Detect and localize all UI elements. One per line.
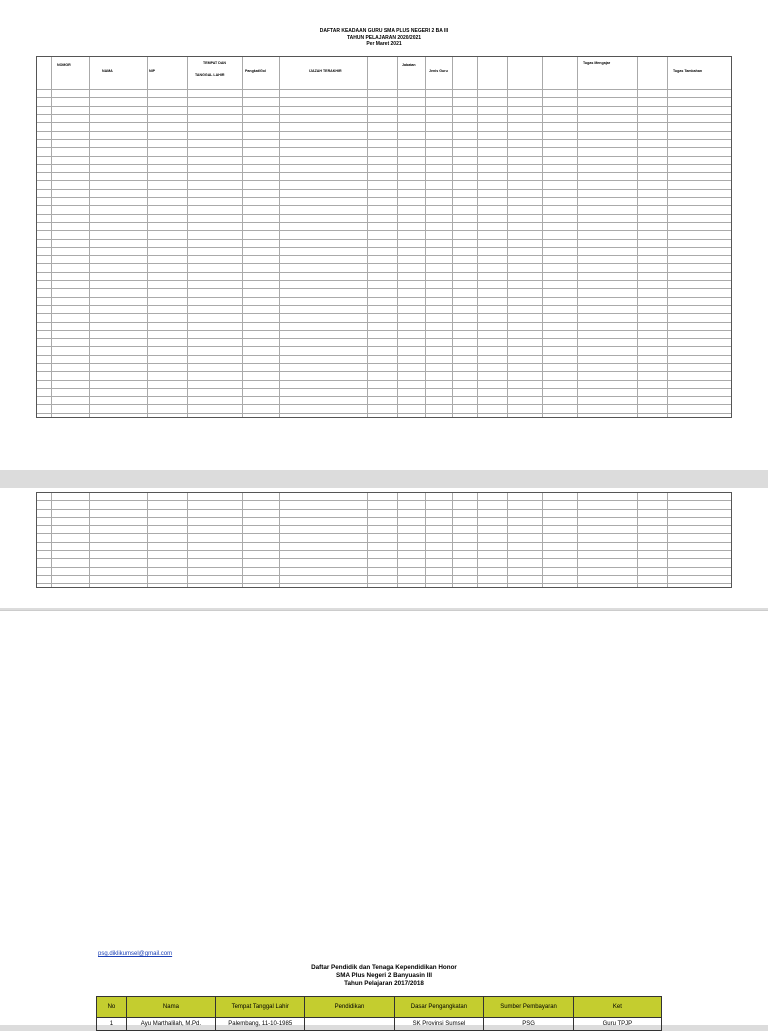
column-rule bbox=[477, 57, 478, 417]
column-rule bbox=[367, 57, 368, 417]
col-header: Nama bbox=[126, 997, 215, 1018]
column-rule bbox=[89, 57, 90, 417]
table-row bbox=[37, 306, 731, 314]
page-2 bbox=[0, 488, 768, 608]
table-row bbox=[37, 181, 731, 189]
column-rule bbox=[452, 57, 453, 417]
table-cell: Guru TPJP bbox=[573, 1018, 661, 1031]
table-row bbox=[37, 314, 731, 322]
table-row bbox=[37, 140, 731, 148]
column-rule bbox=[507, 493, 508, 587]
column-rule bbox=[397, 493, 398, 587]
col-header: Tempat Tanggal Lahir bbox=[216, 997, 305, 1018]
column-rule bbox=[667, 493, 668, 587]
column-rule bbox=[425, 493, 426, 587]
col-header: Jabatan bbox=[402, 63, 416, 67]
column-rule bbox=[187, 57, 188, 417]
column-rule bbox=[397, 57, 398, 417]
col-header: Dasar Pengangkatan bbox=[394, 997, 484, 1018]
table-row bbox=[37, 157, 731, 165]
table-row bbox=[37, 273, 731, 281]
table-row bbox=[37, 173, 731, 181]
table-row bbox=[37, 115, 731, 123]
doc1-title-line: TAHUN PELAJARAN 2020/2021 bbox=[346, 34, 422, 41]
table-row bbox=[37, 132, 731, 140]
table-row bbox=[37, 281, 731, 289]
table-row bbox=[37, 381, 731, 389]
table-row bbox=[37, 215, 731, 223]
table-row bbox=[37, 576, 731, 584]
table-row bbox=[37, 372, 731, 380]
table-row bbox=[37, 98, 731, 106]
column-rule bbox=[147, 493, 148, 587]
column-rule bbox=[425, 57, 426, 417]
column-rule bbox=[542, 57, 543, 417]
doc2-title bbox=[0, 964, 768, 988]
column-rule bbox=[637, 493, 638, 587]
honor-staff-table bbox=[96, 996, 662, 1031]
column-rule bbox=[187, 493, 188, 587]
column-rule bbox=[279, 57, 280, 417]
col-header: Tugas Mengajar bbox=[583, 61, 611, 65]
doc2-title-line: Daftar Pendidik dan Tenaga Kependidikan Honor bbox=[311, 964, 457, 971]
table-row bbox=[37, 198, 731, 206]
table-row bbox=[37, 364, 731, 372]
col-header: Sumber Pembayaran bbox=[484, 997, 573, 1018]
column-rule bbox=[242, 57, 243, 417]
table-row bbox=[37, 534, 731, 542]
col-header: TEMPAT DAN bbox=[203, 61, 227, 65]
col-header: Jenis Guru bbox=[429, 69, 448, 73]
column-rule bbox=[577, 493, 578, 587]
table-row bbox=[37, 347, 731, 355]
table-row bbox=[37, 339, 731, 347]
doc2-title-line: SMA Plus Negeri 2 Banyuasin III bbox=[336, 972, 432, 979]
col-header: Tugas Tambahan bbox=[673, 69, 703, 73]
table-cell: SK Provinsi Sumsel bbox=[394, 1018, 484, 1031]
table-row bbox=[37, 148, 731, 156]
table-row bbox=[37, 82, 731, 90]
table-row bbox=[37, 493, 731, 501]
table-row bbox=[37, 223, 731, 231]
table-cell: Ayu Marthalilah, M.Pd. bbox=[126, 1018, 215, 1031]
column-rule bbox=[51, 57, 52, 417]
teacher-table-continued bbox=[36, 492, 732, 588]
table-cell bbox=[305, 1018, 394, 1031]
table-row bbox=[97, 1018, 662, 1031]
table-row bbox=[37, 518, 731, 526]
table-row bbox=[37, 405, 731, 413]
table-row bbox=[37, 568, 731, 576]
table-row bbox=[37, 526, 731, 534]
column-rule bbox=[477, 493, 478, 587]
column-rule bbox=[667, 57, 668, 417]
column-rule bbox=[577, 57, 578, 417]
column-rule bbox=[367, 493, 368, 587]
table-row bbox=[37, 356, 731, 364]
column-rule bbox=[147, 57, 148, 417]
table-row bbox=[37, 123, 731, 131]
table-row bbox=[37, 323, 731, 331]
table-row bbox=[37, 248, 731, 256]
col-header: NIP bbox=[149, 69, 155, 73]
col-header: Pendidikan bbox=[305, 997, 394, 1018]
table-row bbox=[37, 240, 731, 248]
column-rule bbox=[542, 493, 543, 587]
table-row bbox=[37, 389, 731, 397]
page-1 bbox=[0, 0, 768, 470]
table-row bbox=[37, 190, 731, 198]
table-cell: Palembang, 11-10-1985 bbox=[216, 1018, 305, 1031]
table-row bbox=[37, 206, 731, 214]
column-rule bbox=[279, 493, 280, 587]
table-row bbox=[37, 289, 731, 297]
table-row bbox=[37, 510, 731, 518]
table-row bbox=[37, 397, 731, 405]
teacher-table bbox=[36, 56, 732, 418]
col-header: NAMA bbox=[102, 69, 113, 73]
table-cell: 1 bbox=[97, 1018, 127, 1031]
table-row bbox=[37, 165, 731, 173]
table-row bbox=[37, 231, 731, 239]
table-cell: PSG bbox=[484, 1018, 573, 1031]
doc1-title bbox=[0, 28, 768, 48]
col-header: IJAZAH TERAKHIR bbox=[309, 69, 342, 73]
column-rule bbox=[242, 493, 243, 587]
table-row bbox=[37, 501, 731, 509]
column-rule bbox=[89, 493, 90, 587]
col-header: Pangkat/Gol bbox=[245, 69, 266, 73]
table-row bbox=[37, 331, 731, 339]
col-header: Ket bbox=[573, 997, 661, 1018]
column-rule bbox=[51, 493, 52, 587]
page-3 bbox=[0, 610, 768, 1025]
table-row bbox=[37, 551, 731, 559]
doc1-title-line: Per Maret 2021 bbox=[366, 41, 402, 47]
col-header: NOMOR bbox=[57, 63, 71, 67]
doc1-title-line: DAFTAR KEADAAN GURU SMA PLUS NEGERI 2 BA III bbox=[319, 28, 449, 34]
table-row bbox=[37, 298, 731, 306]
table-row bbox=[37, 107, 731, 115]
table-row bbox=[37, 90, 731, 98]
table-row bbox=[37, 256, 731, 264]
email-link[interactable]: psg.diklikumsel@gmail.com bbox=[98, 951, 173, 957]
table-row bbox=[37, 543, 731, 551]
doc2-title-line: Tahun Pelajaran 2017/2018 bbox=[344, 980, 424, 987]
table-row bbox=[37, 264, 731, 272]
col-header: TANGGAL LAHIR bbox=[195, 73, 225, 77]
column-rule bbox=[637, 57, 638, 417]
table-header-row bbox=[97, 997, 662, 1018]
col-header: No bbox=[97, 997, 127, 1018]
column-rule bbox=[452, 493, 453, 587]
column-rule bbox=[507, 57, 508, 417]
table-row bbox=[37, 559, 731, 567]
